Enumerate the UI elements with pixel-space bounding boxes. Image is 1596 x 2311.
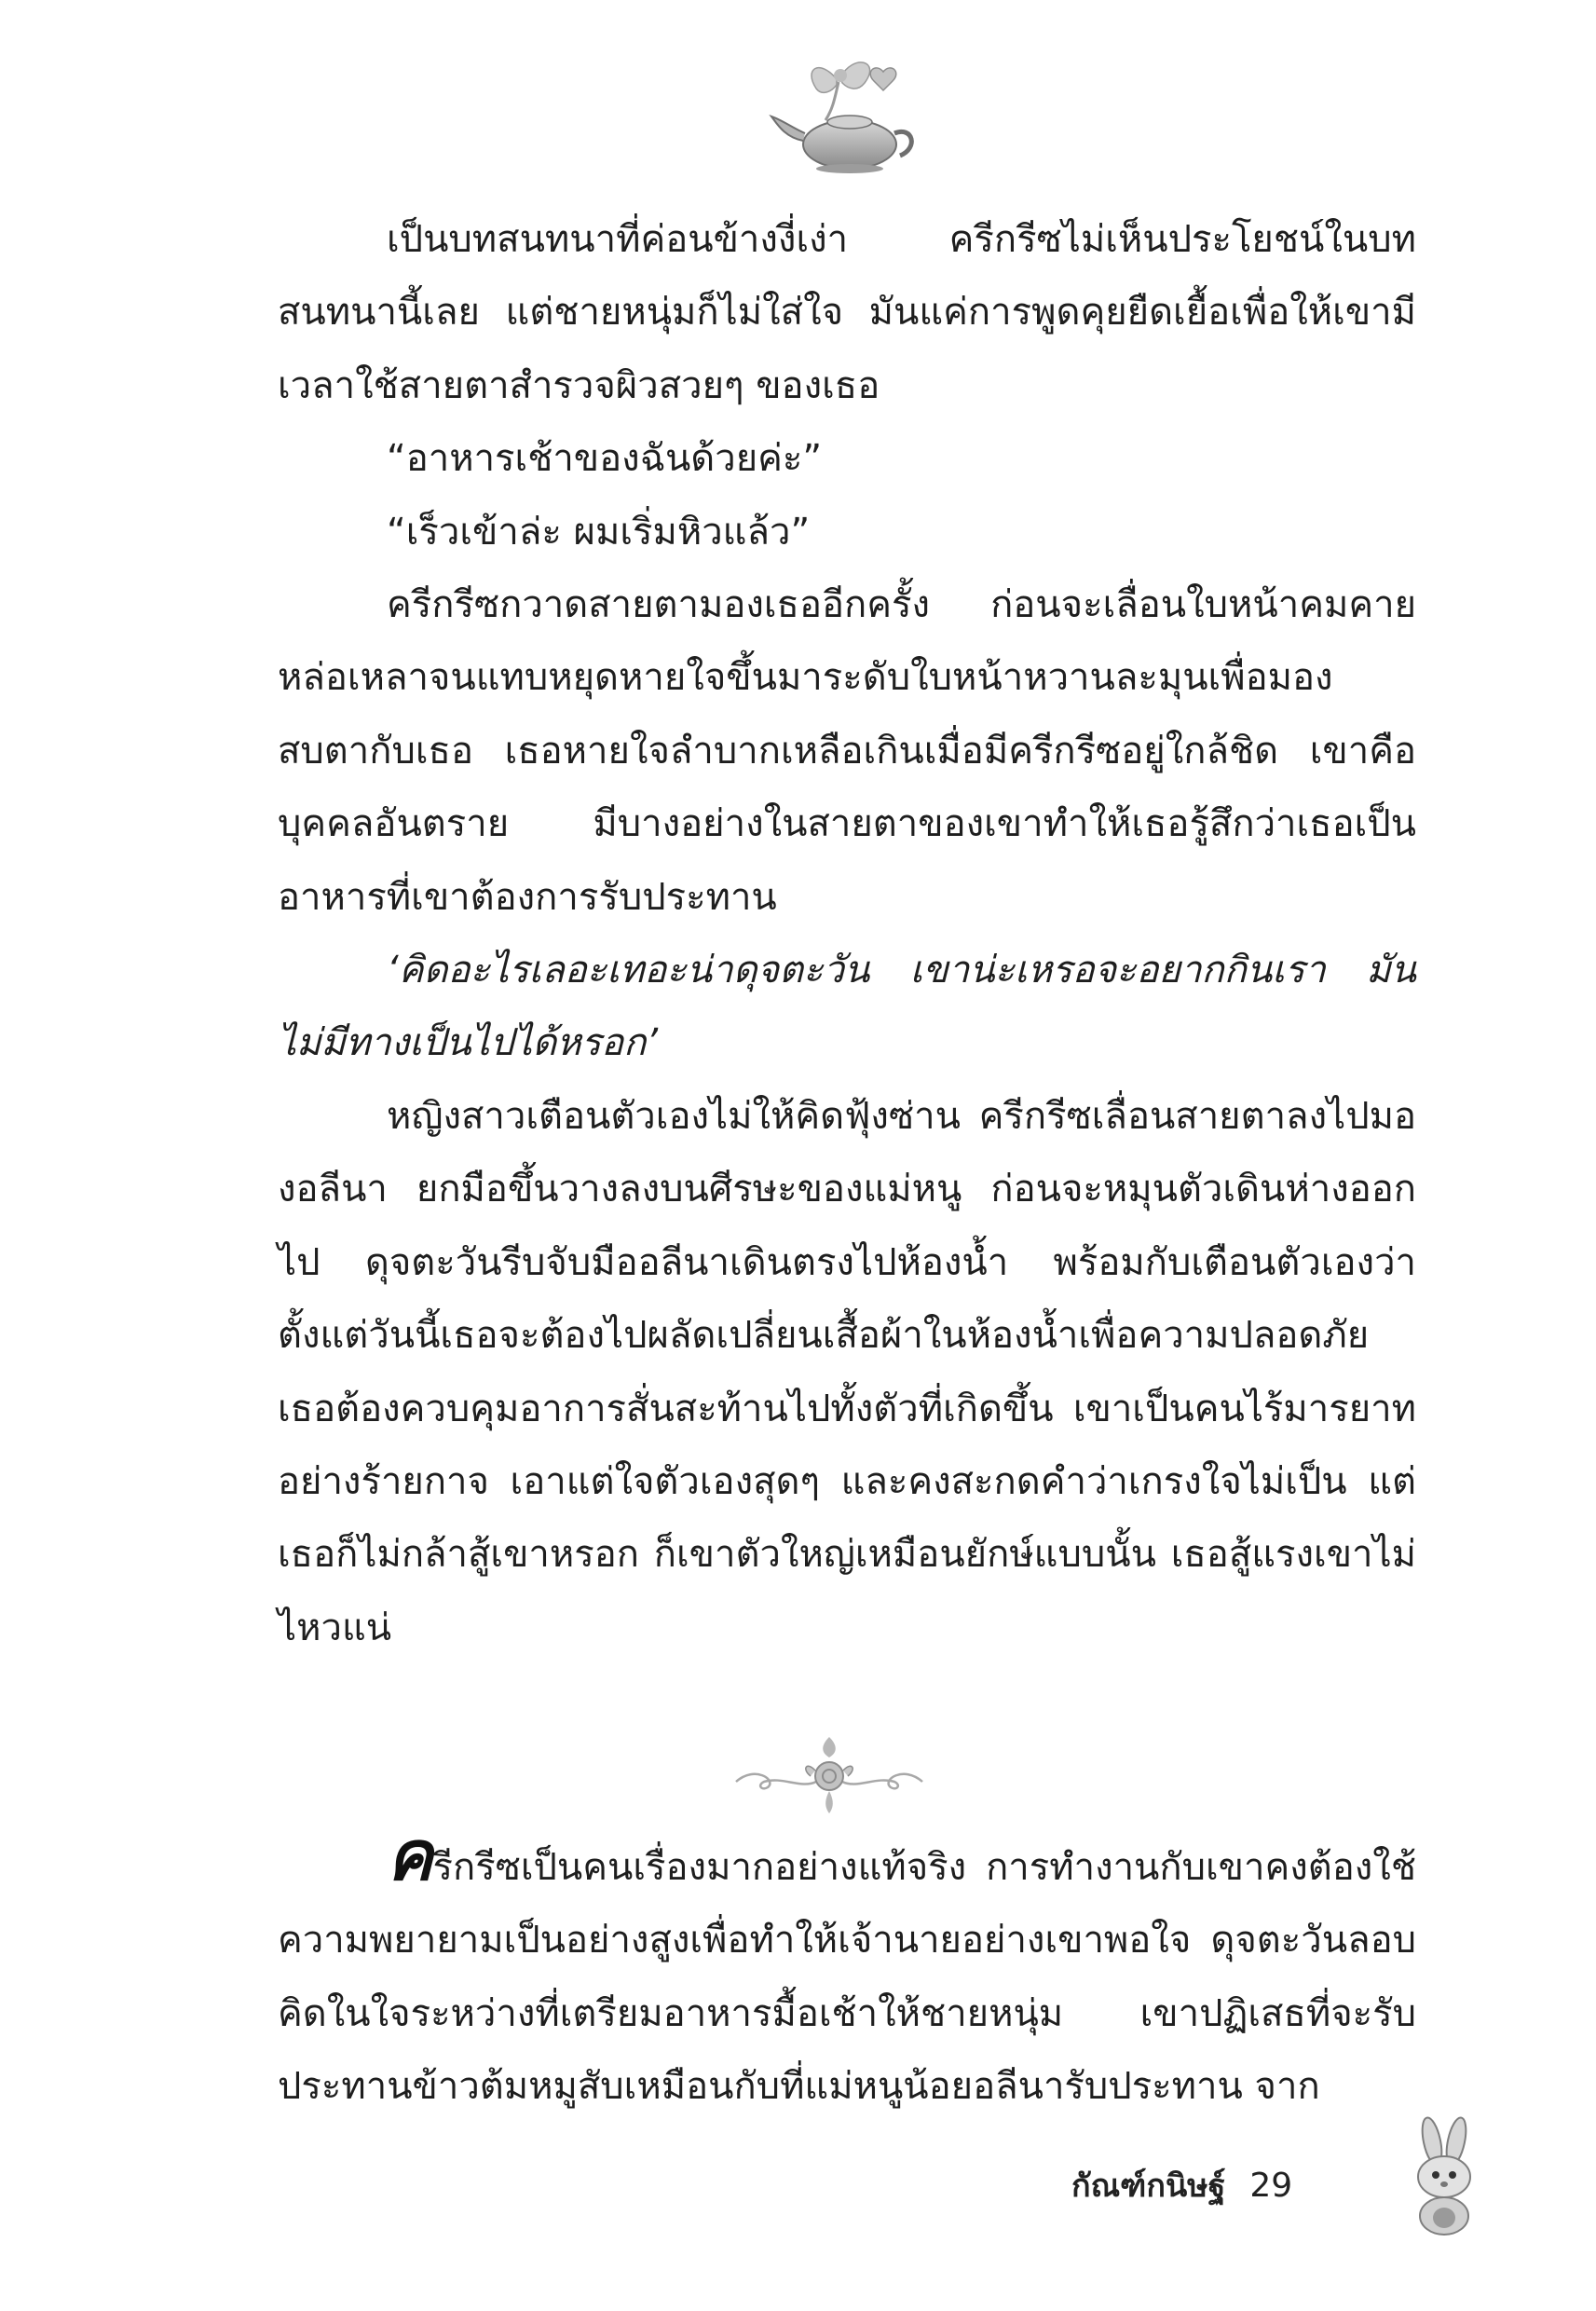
rose-flourish-divider-icon xyxy=(727,1724,932,1817)
paragraph: ครีกรีซกวาดสายตามองเธออีกครั้ง ก่อนจะเลื่อนใบหน้าคมคายหล่อเหลาจนแทบหยุดหายใจขึ้นมาระดับใบหน้าหวานละมุนเพื่อมองสบตากับเธอ เธอหายใจลำบากเหลือเกินเมื่อมีครีกรีซอยู่ใกล้ชิด เขาคือบุคคลอันตราย มีบางอย่างในสายตาของเขาทำให้เธอรู้สึกว่าเธอเป็นอาหารที่เขาต้องการรับประทาน xyxy=(278,583,1416,919)
page-footer xyxy=(1071,2153,1292,2218)
dialogue-line: “เร็วเข้าล่ะ ผมเริ่มหิวแล้ว” xyxy=(387,510,811,554)
drop-cap: ค xyxy=(387,1816,433,1896)
paragraph xyxy=(278,1816,1416,2124)
body-text xyxy=(278,203,1416,1664)
section-two xyxy=(278,1816,1416,2124)
paragraph: เป็นบทสนทนาที่ค่อนข้างงี่เง่า ครีกรีซไม่เห็นประโยชน์ในบทสนทนานี้เลย แต่ชายหนุ่มก็ไม่ใส่ใจ มันแค่การพูดคุยยืดเยื้อเพื่อให้เขามีเวลาใช้สายตาสำรวจผิวสวยๆ ของเธอ xyxy=(278,218,1416,407)
paragraph-text: รีกรีซเป็นคนเรื่องมากอย่างแท้จริง การทำงานกับเขาคงต้องใช้ความพยายามเป็นอย่างสูงเพื่อทำให้เจ้านายอย่างเขาพอใจ ดุจตะวันลอบคิดในใจระหว่างที่เตรียมอาหารมื้อเช้าให้ชายหนุ่ม เขาปฏิเสธที่จะรับประทานข้าวต้มหมูสับเหมือนกับที่แม่หนูน้อยอลีนารับประทาน จาก xyxy=(278,1846,1416,2109)
teapot-fairy-ornament-icon xyxy=(764,51,932,182)
page-number: 29 xyxy=(1249,2166,1293,2205)
inner-thought: ‘คิดอะไรเลอะเทอะน่าดุจตะวัน เขาน่ะเหรอจะอยากกินเรา มันไม่มีทางเป็นไปได้หรอก’ xyxy=(278,949,1416,1065)
paragraph: หญิงสาวเตือนตัวเองไม่ให้คิดฟุ้งซ่าน ครีกรีซเลื่อนสายตาลงไปมองอลีนา ยกมือขึ้นวางลงบนศีรษะของแม่หนู ก่อนจะหมุนตัวเดินห่างออกไป ดุจตะวันรีบจับมืออลีนาเดินตรงไปห้องน้ำ พร้อมกับเตือนตัวเองว่าตั้งแต่วันนี้เธอจะต้องไปผลัดเปลี่ยนเสื้อผ้าในห้องน้ำเพื่อความปลอดภัย เธอต้องควบคุมอาการสั่นสะท้านไปทั้งตัวที่เกิดขึ้น เขาเป็นคนไร้มารยาทอย่างร้ายกาจ เอาแต่ใจตัวเองสุดๆ และคงสะกดคำว่าเกรงใจไม่เป็น แต่เธอก็ไม่กล้าสู้เขาหรอก ก็เขาตัวใหญ่เหมือนยักษ์แบบนั้น เธอสู้แรงเขาไม่ไหวแน่ xyxy=(278,1094,1416,1649)
rabbit-icon xyxy=(1402,2115,1486,2236)
dialogue-line: “อาหารเช้าของฉันด้วยค่ะ” xyxy=(387,437,823,481)
author-name: กัณฑ์กนิษฐ์ xyxy=(1071,2167,1226,2205)
